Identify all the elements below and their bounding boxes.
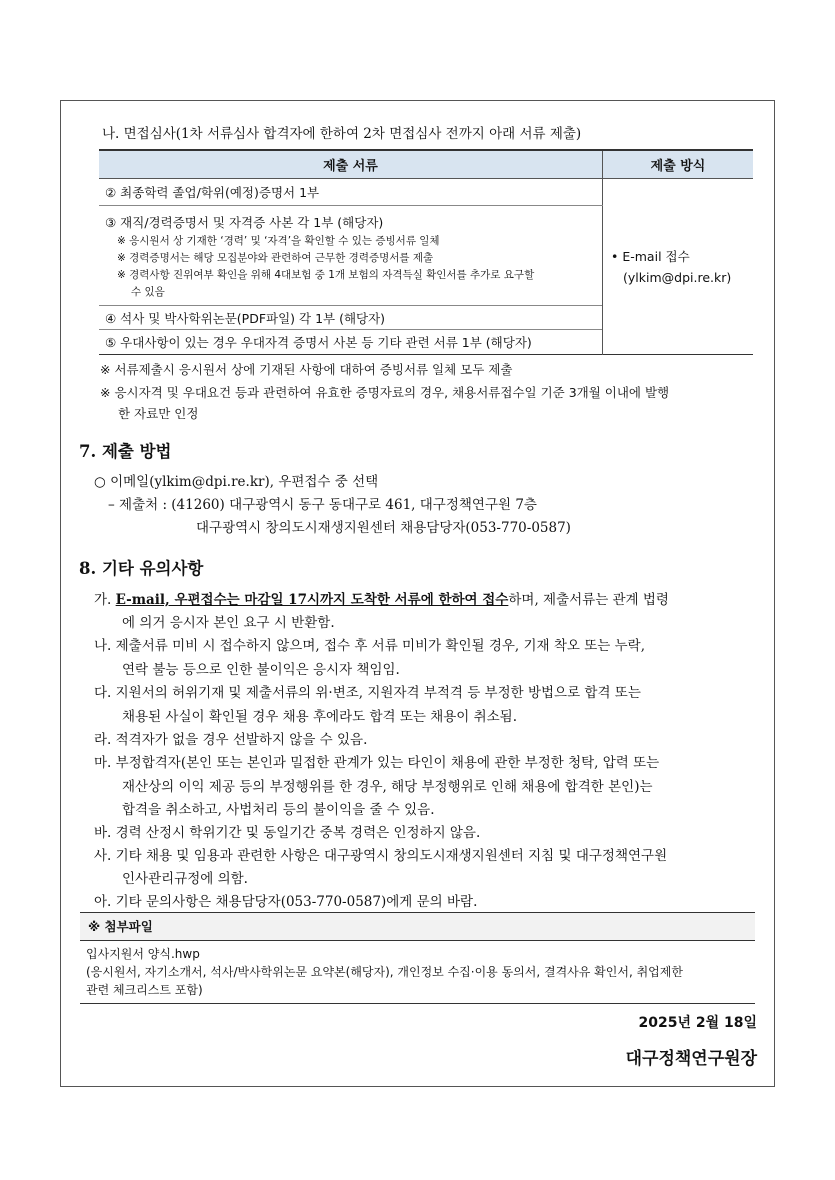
doc-row-preference: ⑤ 우대사항이 있는 경우 우대자격 증명서 사본 등 기타 관련 서류 1부 (해당자) bbox=[105, 335, 532, 350]
career-note-1: ※ 응시원서 상 기재한 ‘경력’ 및 ‘자격’을 확인할 수 있는 증빙서류 일체 bbox=[117, 234, 440, 247]
notice-ga-rest: 하며, 제출서류는 관계 법령 bbox=[508, 592, 669, 608]
notice-da-cont: 채용된 사실이 확인될 경우 채용 후에라도 합격 또는 채용이 취소됨. bbox=[122, 709, 518, 725]
notice-ga-prefix: 가. bbox=[94, 592, 116, 608]
section7-heading: 7. 제출 방법 bbox=[79, 442, 172, 461]
notice-ma-cont1: 재산상의 이익 제공 등의 부정행위를 한 경우, 해당 부정행위로 인해 채용에 합격한 본인)는 bbox=[122, 779, 653, 795]
notice-sa-cont: 인사관리규정에 의함. bbox=[122, 871, 248, 887]
method-email: • E-mail 접수 bbox=[611, 248, 690, 264]
career-main: ③ 재직/경력증명서 및 자격증 사본 각 1부 (해당자) bbox=[105, 214, 384, 230]
notice-ga-cont: 에 의거 응시자 본인 요구 시 반환함. bbox=[122, 615, 335, 631]
notice-ma: 마. 부정합격자(본인 또는 본인과 밀접한 관계가 있는 타인이 채용에 관한 부정한 청탁, 압력 또는 bbox=[94, 755, 660, 771]
notice-na-cont: 연락 불능 등으로 인한 불이익은 응시자 책임임. bbox=[122, 662, 400, 678]
header-docs: 제출 서류 bbox=[99, 150, 603, 179]
method-email-address: (ylkim@dpi.re.kr) bbox=[623, 269, 732, 285]
attachment-file: 입사지원서 양식.hwp bbox=[86, 947, 200, 961]
career-note-2: ※ 경력증명서는 해당 모집분야와 관련하여 근무한 경력증명서를 제출 bbox=[117, 251, 434, 264]
section7-line1: ○ 이메일(ylkim@dpi.re.kr), 우편접수 중 선택 bbox=[94, 474, 379, 490]
career-note-3: ※ 경력사항 진위여부 확인을 위해 4대보험 중 1개 보험의 자격득실 확인서를 추가로 요구할 bbox=[117, 268, 535, 281]
notice-sa: 사. 기타 채용 및 임용과 관련한 사항은 대구광역시 창의도시재생지원센터 지침 및 대구정책연구원 bbox=[94, 848, 668, 864]
section7-address: – 제출처 : (41260) 대구광역시 동구 동대구로 461, 대구정책연구원 7층 bbox=[108, 497, 537, 513]
note-validity-cont: 한 자료만 인정 bbox=[118, 406, 199, 421]
career-note-3-cont: 수 있음 bbox=[131, 285, 165, 298]
notice-ga bbox=[94, 588, 669, 608]
interview-title: 나. 면접심사(1차 서류심사 합격자에 한하여 2차 면접심사 전까지 아래 서류 제출) bbox=[102, 126, 582, 142]
notice-na: 나. 제출서류 미비 시 접수하지 않으며, 접수 후 서류 미비가 확인될 경우, 기재 착오 또는 누락, bbox=[94, 638, 646, 654]
signer: 대구정책연구원장 bbox=[625, 1049, 757, 1069]
attachment-header: ※ 첨부파일 bbox=[80, 912, 755, 941]
attachment-desc-2: 관련 체크리스트 포함) bbox=[86, 983, 203, 997]
doc-row-thesis: ④ 석사 및 박사학위논문(PDF파일) 각 1부 (해당자) bbox=[99, 306, 603, 330]
notice-da: 다. 지원서의 허위기재 및 제출서류의 위·변조, 지원자격 부적격 등 부정한 방법으로 합격 또는 bbox=[94, 685, 641, 701]
attachment-desc-1: (응시원서, 자기소개서, 석사/박사학위논문 요약본(해당자), 개인정보 수집·이용 동의서, 결격사유 확인서, 취업제한 bbox=[86, 965, 683, 979]
notice-ga-emphasis: E-mail, 우편접수는 마감일 17시까지 도착한 서류에 한하여 접수 bbox=[115, 592, 509, 608]
note-evidence: ※ 서류제출시 응시원서 상에 기재된 사항에 대하여 증빙서류 일체 모두 제출 bbox=[100, 362, 513, 377]
header-method: 제출 방식 bbox=[603, 150, 754, 179]
attachment-box bbox=[80, 912, 755, 1004]
section8-heading: 8. 기타 유의사항 bbox=[79, 559, 204, 578]
attachment-body bbox=[80, 941, 755, 1004]
issue-date: 2025년 2월 18일 bbox=[638, 1015, 757, 1031]
submission-documents-table bbox=[99, 149, 753, 355]
note-validity: ※ 응시자격 및 우대요건 등과 관련하여 유효한 증명자료의 경우, 채용서류접수일 기준 3개월 이내에 발행 bbox=[100, 385, 670, 400]
notice-ma-cont2: 합격을 취소하고, 사법처리 등의 불이익을 줄 수 있음. bbox=[122, 802, 435, 818]
notice-a: 아. 기타 문의사항은 채용담당자(053-770-0587)에게 문의 바람. bbox=[94, 894, 478, 910]
doc-row-diploma: ② 최종학력 졸업/학위(예정)증명서 1부 bbox=[99, 179, 603, 206]
notice-ba: 바. 경력 산정시 학위기간 및 동일기간 중복 경력은 인정하지 않음. bbox=[94, 825, 481, 841]
notice-ra: 라. 적격자가 없을 경우 선발하지 않을 수 있음. bbox=[94, 732, 368, 748]
doc-row-career bbox=[99, 206, 603, 306]
submission-method-cell bbox=[603, 179, 754, 355]
section7-contact: 대구광역시 창의도시재생지원센터 채용담당자(053-770-0587) bbox=[196, 520, 571, 536]
